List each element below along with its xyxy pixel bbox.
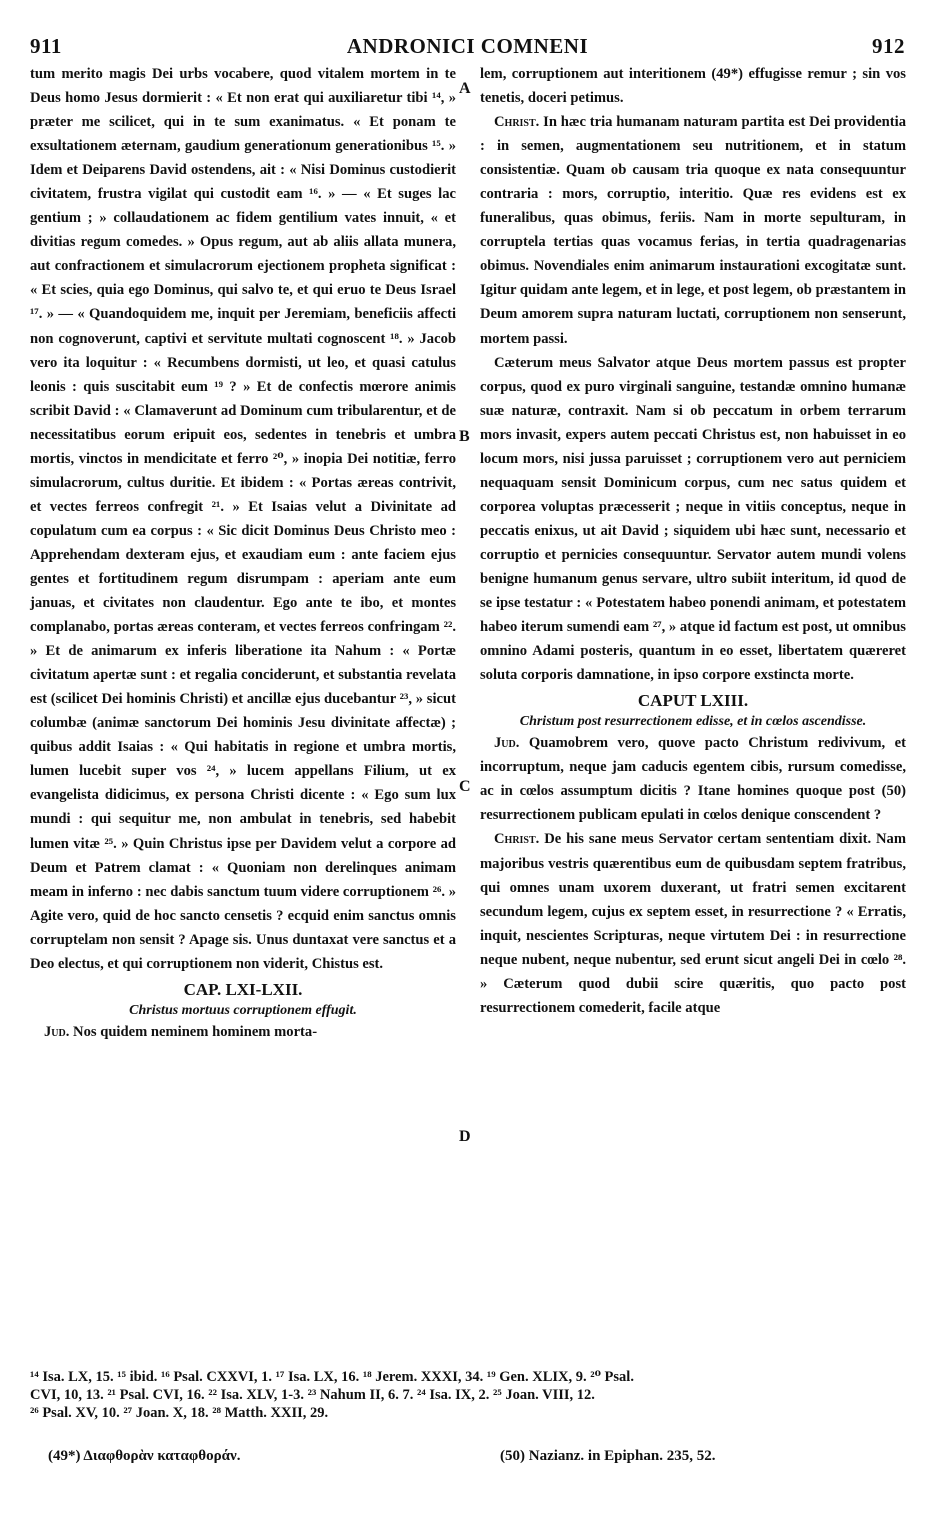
right-paragraph-1: lem, corruptionem aut interitionem (49*) effugisse remur ; sin vos tenetis, doceri petimus. xyxy=(480,66,906,107)
footnote-49: (49*) Διαφθορὰν καταφθοράν. xyxy=(48,1448,241,1464)
right-paragraph-4 xyxy=(480,731,906,827)
speaker-label: Christ. xyxy=(494,831,540,848)
right-column xyxy=(480,62,906,1020)
right-paragraph-5 xyxy=(480,827,906,1019)
right-paragraph-3: Cæterum meus Salvator atque Deus mortem passus est propter corpus, quod ex puro virginali sanguine, testandæ omnino humanæ suæ naturæ, contraxit. Nam si ob peccatum in orbem terrarum mors invasit, expers autem peccati Christus est, non habuisset in eo locum mors, nisi jussa paruisset ; corruptionem vero aut perniciem nequaquam sensit Dominicum corpus, cum nec satus quidem et corporea voluptas præcesserit ; neque in vitiis conceptus, neque in peccatis enixus, ut ait David ; siquidem ubi hæc sunt, necessario et corruptio et pernicies consequuntur. Servator autem mundi volens benigne humanum genus servare, ultro subiit interitum, id quod de se ipse testatur : « Potestatem habeo ponendi animam, et potestatem habeo iterum sumendi eam ²⁷, » atque id factum est post, ut omnibus omnino Adami posteris, quantum in eo esset, libertatem quæreret soluta corporis damnatione, in ipso corpore exstincta morte. xyxy=(480,354,906,684)
page-number-right: 912 xyxy=(872,34,905,58)
paragraph-text: De his sane meus Servator certam sententiam dixit. Nam majoribus vestris quærentibus eum de quibusdam septem fratribus, qui omnes unam uxorem duxerant, ut fratri semen excitarent secundum legem, cujus ex septem esset, in resurrectione ? « Erratis, inquit, nescientes Scripturas, neque virtutem Dei : in resurrectione neque nubent, neque nubentur, sed erunt sicut angeli Dei in cœlo ²⁸. » Cæterum quod dubii scire quæritis, quo pacto post resurrectionem comederit, facile atque xyxy=(480,831,906,1016)
page-number-left: 911 xyxy=(30,34,62,58)
right-chapter-title: CAPUT LXIII. xyxy=(637,691,749,711)
left-paragraph-2 xyxy=(30,1020,456,1044)
paragraph-text: Nos quidem neminem hominem morta- xyxy=(69,1023,318,1040)
speaker-label: Jud. xyxy=(494,735,520,752)
speaker-label: Christ. xyxy=(494,114,540,131)
scripture-note-line-1: ¹⁴ Isa. LX, 15. ¹⁵ ibid. ¹⁶ Psal. CXXVI, 1. ¹⁷ Isa. LX, 16. ¹⁸ Jerem. XXXI, 34. ¹⁹ Gen. XLIX, 9. ²⁰ Psal. xyxy=(30,1369,634,1385)
paragraph-text: In hæc tria humanam naturam partita est Dei providentia : in semen, augmentationem seu nutritionem, et in statum consistentiæ. Quam ob causam tria quoque ex nata consequuntur contraria : mors, corruptio, interitio. Quæ res evidens est ex funeralibus, quas obimus, feriis. Nam in morte sepulturam, in corruptela tertias quas vocamus ferias, in tertia quadragenarias obimus. Novendiales enim animarum instaurationi excogitatæ sunt. Igitur quidam ante legem, et in lege, et post legem, ob præstantem in Deum amorem supra naturam luctati, corruptionem non senserunt, mortem passi. xyxy=(480,114,906,347)
margin-letter-c: C xyxy=(459,778,471,795)
paragraph-text: Quamobrem vero, quove pacto Christum redivivum, et incorruptum, neque jam caducis egentem cibis, rursum comedisse, ac in cœlos assumptum dicitis ? Itane homines quoque post (50) resurrectionem publicam epulati in cœlos denique conscendent ? xyxy=(480,735,906,824)
scripture-note-line-2: CVI, 10, 13. ²¹ Psal. CVI, 16. ²² Isa. XLV, 1-3. ²³ Nahum II, 6. 7. ²⁴ Isa. IX, 2. ²⁵ Joan. VIII, 12. xyxy=(30,1387,595,1403)
speaker-label: Jud. xyxy=(44,1023,70,1040)
left-paragraph-1: tum merito magis Dei urbs vocabere, quod vitalem mortem in te Deus homo Jesus dormierit : « Et non erat qui auxiliaretur tibi ¹⁴, » præter me scilicet, qui in te sum exanimatus. « Et ponam te exsultationem æternam, gaudium generationum generationibus ¹⁵. » Idem et Deiparens David ostendens, ait : « Nisi Dominus custodierit civitatem, frustra vigilat qui custodit eam ¹⁶. » — « Et suges lac gentium ; » collaudationem ac fidem gentilium vates innuit, « et divitias regum comedes. » Opus regum, aut ab aliis allata munera, aut confractionem et simulacrorum ejectionem propheta significat : « Et scies, quia ego Dominus, qui salvo te, et qui eruo te Deus Israel ¹⁷. » — « Quandoquidem me, inquit per Jeremiam, beneficiis affecti non cognoverunt, captivi et servitute multati cognoscent ¹⁸. » Jacob vero ita loquitur : « Recumbens dormisti, ut leo, et quasi catulus leonis : quis suscitabit eum ¹⁹ ? » Et de confectis mœrore animis scribit David : « Clamaverunt ad Dominum cum tribularentur, et de necessitatibus eorum eripuit eos, sedentes in tenebris et umbra mortis, vinctos in mendicitate et ferro ²⁰, » inopia Dei notitiæ, ferro simulacrorum, cultus duritie. Et ibidem : « Portas æreas contrivit, et vectes ferreos confregit ²¹. » Et Isaias velut a Divinitate ad copulatum cum ea corpus : « Sic dicit Dominus Deus Christo meo : Apprehendam dexteram ejus, et exaudiam eum : ante faciem ejus gentes et fortitudinem regum disrumpam : aperiam ante eum januas, et civitates non claudentur. Ego ante te ibo, et montes complanabo, portas æreas conteram, et vectes ferreos confringam ²². » Et de animarum ex inferis liberatione ita Nahum : « Portæ civitatum apertæ sunt : et regalia conciderunt, et substantia revelata est (scilicet Dei hominis Christi) et ancillæ ejus ducebantur ²³, » sicut columbæ (animæ sanctorum Dei hominis Jesu divinitate affectæ) ; quibus addit Isaias : « Qui habitatis in regione et umbra mortis, lumen lucebit super vos ²⁴, » lucem appellans Filium, ut ex evangelista didicimus, ex persona Christi dicente : « Ego sum lux mundi : qui sequitur me, non ambulat in tenebris, sed habebit lumen vitæ ²⁵. » Quin Christus ipse per Davidem velut a corpore ad Deum et Patrem clamat : « Quoniam non derelinques animam meam in inferno : nec dabis sanctum tuum videre corruptionem ²⁶. » Agite vero, quid de hoc sancto censetis ? ecquid enim sanctus omnis corruptelam non sensit ? Apage sis. Unus duntaxat vere sanctus et a Deo electus, et qui corruptionem non viderit, Chistus est. xyxy=(30,66,456,972)
margin-letter-d: D xyxy=(459,1128,471,1145)
right-paragraph-2 xyxy=(480,110,906,350)
left-column xyxy=(30,62,456,1044)
left-chapter-title: CAP. LXI-LXII. xyxy=(183,979,303,999)
margin-letter-a: A xyxy=(459,80,471,97)
scripture-note-line-3: ²⁶ Psal. XV, 10. ²⁷ Joan. X, 18. ²⁸ Matth. XXII, 29. xyxy=(30,1405,329,1421)
page-header xyxy=(30,34,905,60)
scripture-notes xyxy=(30,1368,905,1422)
running-title: ANDRONICI COMNENI xyxy=(346,34,589,58)
left-chapter-subtitle: Christus mortuus corruptionem effugit. xyxy=(129,1002,357,1018)
margin-letter-b: B xyxy=(459,428,470,445)
footnote-50: (50) Nazianz. in Epiphan. 235, 52. xyxy=(500,1448,716,1464)
right-chapter-subtitle: Christum post resurrectionem edisse, et in cœlos ascendisse. xyxy=(519,714,867,730)
